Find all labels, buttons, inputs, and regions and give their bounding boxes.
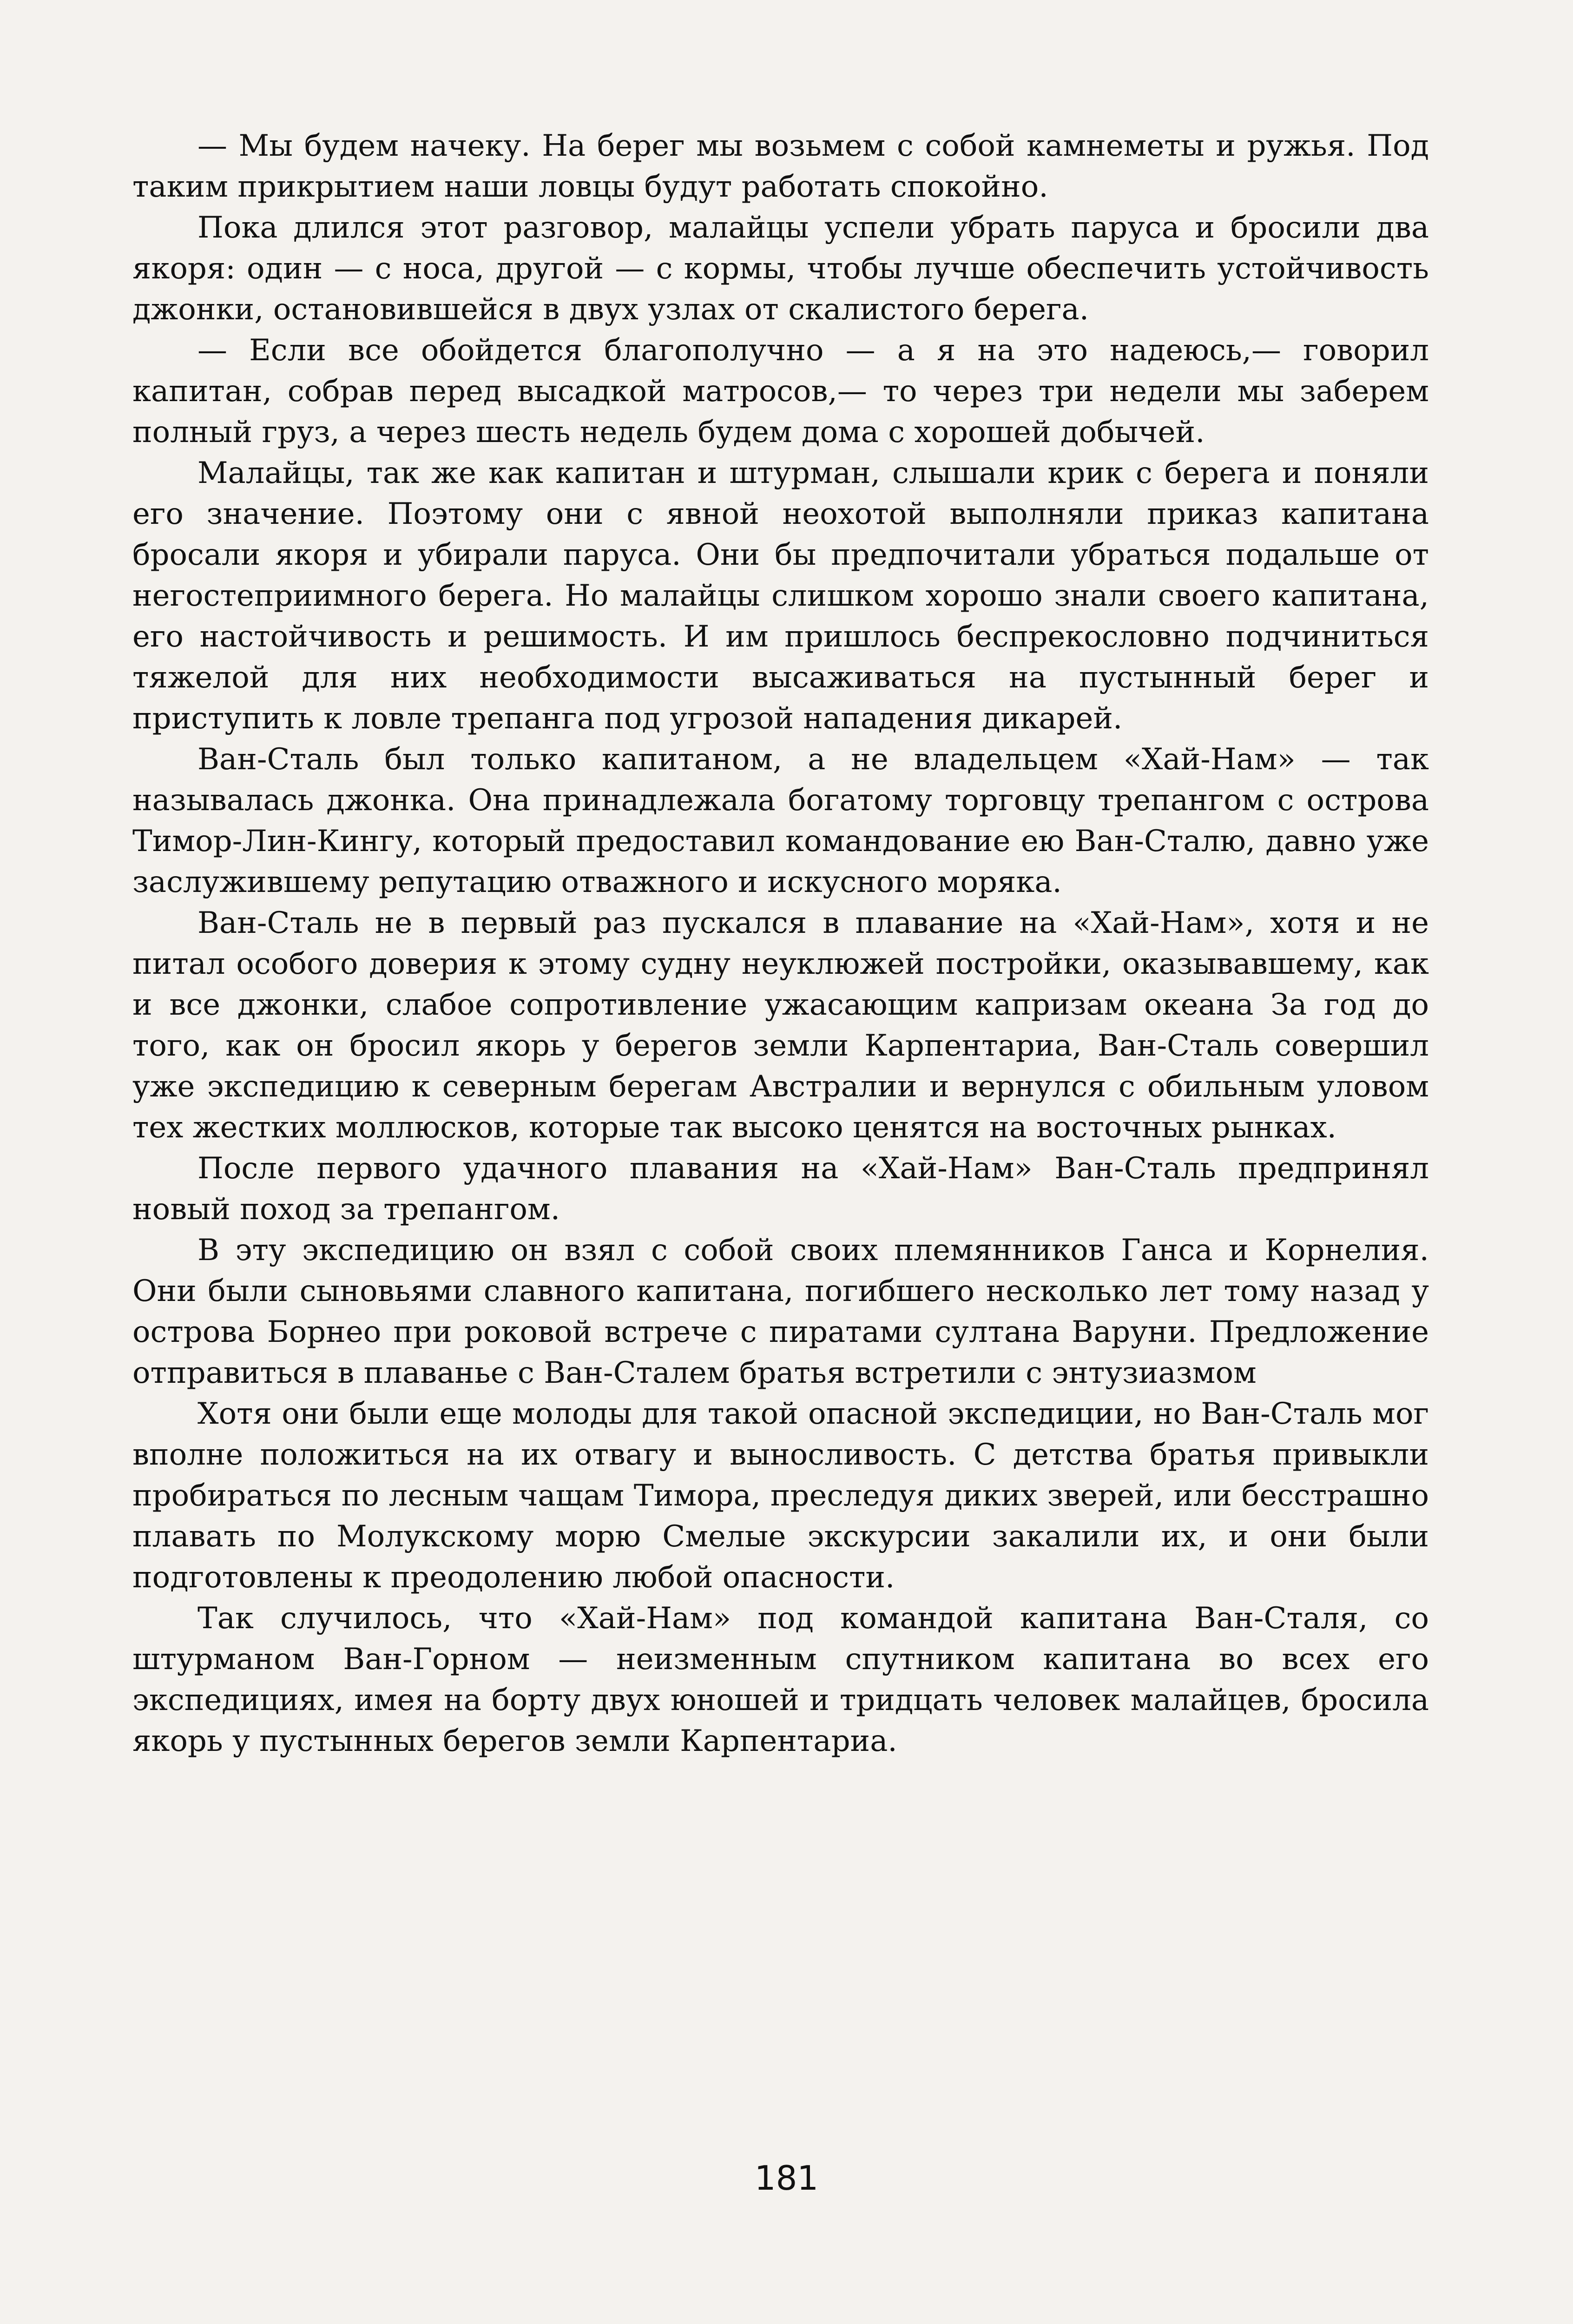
paragraph: Пока длился этот разговор, малайцы успели убрать паруса и бросили два якоря: один — с носа, другой — с кормы, чтобы лучше обеспечить устойчивость джонки, остановившейся в двух узлах от скалистого берега. [132, 211, 1429, 327]
paragraph: Ван-Сталь не в первый раз пускался в плавание на «Хай-Нам», хотя и не питал особого доверия к этому судну неуклюжей постройки, оказывавшему, как и все джонки, слабое сопротивление ужасающим капризам океана За год до того, как он бросил якорь у берегов земли Карпентариа, Ван-Сталь совершил уже экспедицию к северным берегам Австралии и вернулся с обильным уловом тех жестких моллюсков, которые так высоко ценятся на восточных рынках. [132, 906, 1429, 1145]
page-body [132, 125, 1429, 1762]
paragraph: Хотя они были еще молоды для такой опасной экспедиции, но Ван-Сталь мог вполне положиться на их отвагу и выносливость. С детства братья привыкли пробираться по лесным чащам Тимора, преследуя диких зверей, или бесстрашно плавать по Молукскому морю Смелые экскурсии закалили их, и они были подготовлены к преодолению любой опасности. [132, 1397, 1429, 1595]
paragraph: Ван-Сталь был только капитаном, а не владельцем «Хай-Нам» — так называлась джонка. Она принадлежала богатому торговцу трепангом с острова Тимор-Лин-Кингу, который предоставил командование ею Ван-Сталю, давно уже заслужившему репутацию отважного и искусного моряка. [132, 742, 1429, 899]
paragraph: После первого удачного плавания на «Хай-Нам» Ван-Сталь предпринял новый поход за трепангом. [132, 1151, 1429, 1227]
paragraph: В эту экспедицию он взял с собой своих племянников Ганса и Корнелия. Они были сыновьями славного капитана, погибшего несколько лет тому назад у острова Борнео при роковой встрече с пиратами султана Варуни. Предложение отправиться в плаванье с Ван-Сталем братья встретили с энтузиазмом [132, 1233, 1429, 1390]
paragraph: Так случилось, что «Хай-Нам» под командой капитана Ван-Сталя, со штурманом Ван-Горном — неизменным спутником капитана во всех его экспедициях, имея на борту двух юношей и тридцать человек малайцев, бросила якорь у пустынных берегов земли Карпентариа. [132, 1601, 1429, 1758]
paragraph: Малайцы, так же как капитан и штурман, слышали крик с берега и поняли его значение. Поэтому они с явной неохотой выполняли приказ капитана бросали якоря и убирали паруса. Они бы предпочитали убраться подальше от негостеприимного берега. Но малайцы слишком хорошо знали своего капитана, его настойчивость и решимость. И им пришлось беспрекословно подчиниться тяжелой для них необходимости высаживаться на пустынный берег и приступить к ловле трепанга под угрозой нападения дикарей. [132, 456, 1429, 736]
paragraph: — Мы будем начеку. На берег мы возьмем с собой камнеметы и ружья. Под таким прикрытием наши ловцы будут работать спокойно. [132, 129, 1429, 204]
page-number: 181 [754, 2159, 819, 2198]
paragraph: — Если все обойдется благополучно — а я на это надеюсь,— говорил капитан, собрав перед высадкой матросов,— то через три недели мы заберем полный груз, а через шесть недель будем дома с хорошей добычей. [132, 333, 1429, 449]
